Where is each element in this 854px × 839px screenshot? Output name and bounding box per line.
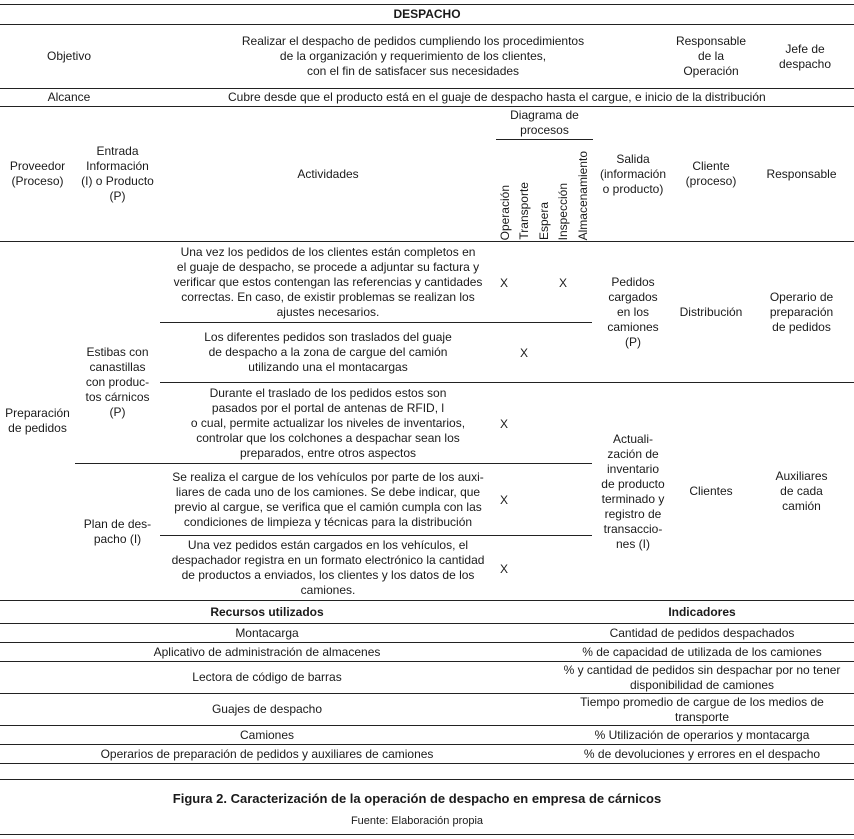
activity-row	[160, 536, 496, 600]
alcance-text: Cubre desde que el producto está en el guaje de despacho hasta el cargue, e inicio de la distribución	[228, 90, 766, 104]
activity-line: verificar que estos contengan las referencias y cantidades	[173, 274, 483, 289]
value-line: camión	[782, 499, 821, 513]
header-line: (Proceso)	[11, 174, 64, 188]
indicador-line: disponibilidad de camiones	[629, 677, 775, 692]
value-line: registro de	[604, 506, 662, 521]
value-line: de pedidos	[8, 421, 67, 435]
value-line: nes (I)	[615, 536, 650, 551]
group-1-entrada	[75, 242, 160, 463]
activity-line: previo al cargue, se verifica que el camión cumpla con las	[174, 499, 482, 514]
header-almacenamiento: Almacenamiento	[576, 150, 590, 240]
recurso-item: Aplicativo de administración de almacenes	[153, 644, 381, 659]
group-2-salida	[593, 383, 673, 600]
activity-line: preparados, entre otros aspectos	[239, 445, 417, 460]
mark-operacion: X	[500, 493, 509, 507]
activity-line: Durante el traslado de los pedidos estos son	[209, 385, 447, 400]
group-1-cliente: Distribución	[679, 304, 743, 319]
header-line: Cliente	[692, 159, 730, 173]
recursos-header: Recursos utilizados	[210, 604, 324, 619]
value-line: Operario de	[769, 289, 834, 304]
recurso-item: Camiones	[239, 727, 295, 742]
header-line: (I) o Producto	[81, 174, 154, 188]
header-line: (P)	[109, 189, 126, 203]
responsable-operacion-value	[756, 25, 854, 88]
recurso-item: Guajes de despacho	[211, 702, 323, 716]
activity-line: Una vez pedidos están cargados en los vehículos, el	[187, 538, 469, 552]
value-line: transaccio-	[603, 521, 663, 536]
value-line: con produc-	[85, 375, 150, 389]
activity-line: el guaje de despacho, se procede a adjuntar su factura y	[176, 259, 480, 274]
group-2-responsable	[749, 383, 854, 600]
header-operacion: Operación	[498, 184, 512, 240]
header-proveedor	[0, 107, 75, 241]
value-line: (P)	[625, 334, 641, 349]
header-actividades: Actividades	[297, 166, 359, 181]
diagrama-columns	[496, 140, 593, 240]
value-line: Pedidos	[611, 274, 655, 289]
value-line: cargados	[608, 289, 658, 304]
indicador-item	[550, 745, 854, 763]
header-inspeccion: Inspección	[556, 182, 570, 240]
indicador-item	[550, 694, 854, 725]
activity-line: camiones.	[300, 583, 356, 597]
group-2-entrada	[75, 464, 160, 600]
alcance-label: Alcance	[47, 90, 91, 104]
header-line: o producto)	[602, 181, 664, 196]
value-line: camiones	[607, 319, 659, 334]
mark-operacion: X	[500, 276, 509, 290]
value-line: terminado y	[601, 491, 665, 506]
header-salida	[593, 107, 673, 241]
activity-line: o cual, permite actualizar los niveles de inventarios,	[190, 415, 466, 430]
objetivo-line: con el fin de satisfacer sus necesidades	[306, 64, 520, 78]
table-title: DESPACHO	[393, 7, 461, 21]
value-line: Estibas con	[86, 345, 149, 359]
indicador-line: transporte	[674, 709, 730, 724]
activity-line: condiciones de limpieza y técnicas para la distribución	[183, 514, 473, 529]
indicador-line: Tiempo promedio de cargue de los medios de	[580, 694, 824, 709]
header-line: Diagrama de	[510, 108, 579, 122]
objetivo-line: de la organización y requerimiento de los clientes,	[279, 49, 547, 63]
group-2-cliente: Clientes	[689, 484, 733, 498]
header-transporte: Transporte	[517, 182, 531, 240]
figure-source: Fuente: Elaboración propia	[350, 814, 484, 827]
header-line: procesos	[520, 123, 569, 137]
activity-line: Una vez los pedidos de los clientes están completos en	[180, 244, 476, 259]
indicador-line: % Utilización de operarios y montacarga	[594, 727, 810, 742]
objetivo-line: Realizar el despacho de pedidos cumpliendo los procedimientos	[241, 34, 585, 48]
indicador-line: Cantidad de pedidos despachados	[609, 625, 795, 640]
indicador-item	[550, 643, 854, 661]
indicadores-header: Indicadores	[668, 604, 736, 619]
recurso-item: Operarios de preparación de pedidos y auxiliares de camiones	[100, 746, 434, 761]
activity-line: correctas. En caso, de existir problemas se realizan los	[181, 289, 475, 304]
group-1-salida	[593, 242, 673, 382]
header-cliente	[673, 107, 749, 241]
value-line: Plan de des-	[83, 517, 152, 531]
header-line: Información	[86, 159, 149, 173]
rule-res-end	[0, 763, 854, 764]
value-line: Actuali-	[612, 431, 653, 446]
activity-line: liares de cada uno de los camiones. Se debe indicar, que	[175, 484, 481, 499]
header-diagrama	[496, 107, 593, 139]
value-line: pacho (I)	[93, 532, 142, 546]
mark-operacion: X	[500, 562, 509, 576]
proveedor-value	[0, 242, 75, 600]
header-espera: Espera	[537, 201, 551, 240]
recurso-item: Lectora de código de barras	[192, 670, 342, 684]
value-line: tos cárnicos	[85, 390, 150, 404]
activity-line: Los diferentes pedidos son traslados del guaje	[204, 330, 452, 344]
activity-line: de despacho a la zona de cargue del camión	[208, 345, 448, 359]
label-line: Operación	[683, 64, 739, 78]
value-line: de pedidos	[772, 319, 831, 334]
value-line: de producto	[601, 476, 665, 491]
mark-inspeccion: X	[559, 276, 568, 290]
activity-row	[160, 323, 496, 382]
value-line: preparación	[769, 304, 834, 319]
label-line: Responsable	[675, 34, 747, 48]
activity-line: pasados por el portal de antenas de RFID, l	[211, 400, 445, 415]
activity-line: de productos a enviados, los clientes y los datos de los	[181, 568, 475, 582]
header-line: (proceso)	[685, 174, 737, 188]
value-line: inventario	[606, 461, 660, 476]
recurso-item: Montacarga	[235, 625, 299, 640]
header-line: Proveedor	[9, 159, 66, 173]
group-1-responsable	[749, 242, 854, 382]
mark-transporte: X	[520, 346, 529, 360]
value-line: Auxiliares	[775, 469, 828, 483]
indicador-item	[550, 726, 854, 744]
indicador-line: % de devoluciones y errores en el despacho	[583, 746, 821, 761]
header-line: Salida	[616, 151, 650, 166]
activity-line: despachador registra en un formato electrónico la cantidad	[171, 553, 485, 567]
value-line: en los	[616, 304, 650, 319]
indicador-line: % de capacidad de utilizada de los camiones	[582, 644, 822, 659]
activity-line: utilizando una el montacargas	[248, 360, 408, 374]
indicador-line: % y cantidad de pedidos sin despachar por no tener	[563, 662, 841, 677]
figure-caption: Figura 2. Caracterización de la operación de despacho en empresa de cárnicos	[172, 790, 662, 806]
activity-row	[160, 464, 496, 535]
value-line: zación de	[607, 446, 659, 461]
activity-row	[160, 383, 496, 463]
header-entrada	[75, 107, 160, 241]
value-line: Jefe de	[785, 41, 825, 56]
activity-row	[160, 242, 496, 322]
value-line: (P)	[109, 405, 126, 419]
indicador-item	[550, 624, 854, 642]
rule-caption-bottom	[0, 834, 854, 835]
label-line: de la	[697, 49, 725, 63]
mark-operacion: X	[500, 417, 509, 431]
header-responsable: Responsable	[766, 166, 837, 181]
activity-line: ajustes necesarios.	[276, 304, 380, 319]
header-line: (información	[599, 166, 667, 181]
activity-line: Se realiza el cargue de los vehículos por parte de los auxi-	[172, 469, 484, 484]
indicador-item	[550, 662, 854, 693]
rule-caption-top	[0, 779, 854, 780]
value-line: despacho	[778, 56, 832, 71]
objetivo-text	[160, 25, 666, 88]
header-line: Entrada	[96, 144, 139, 158]
value-line: Preparación	[5, 406, 70, 420]
activity-line: controlar que los colchones a despachar sean los	[196, 430, 460, 445]
value-line: de cada	[780, 484, 823, 498]
responsable-operacion-label	[666, 25, 756, 88]
objetivo-label: Objetivo	[46, 49, 92, 63]
value-line: canastillas	[89, 360, 146, 374]
